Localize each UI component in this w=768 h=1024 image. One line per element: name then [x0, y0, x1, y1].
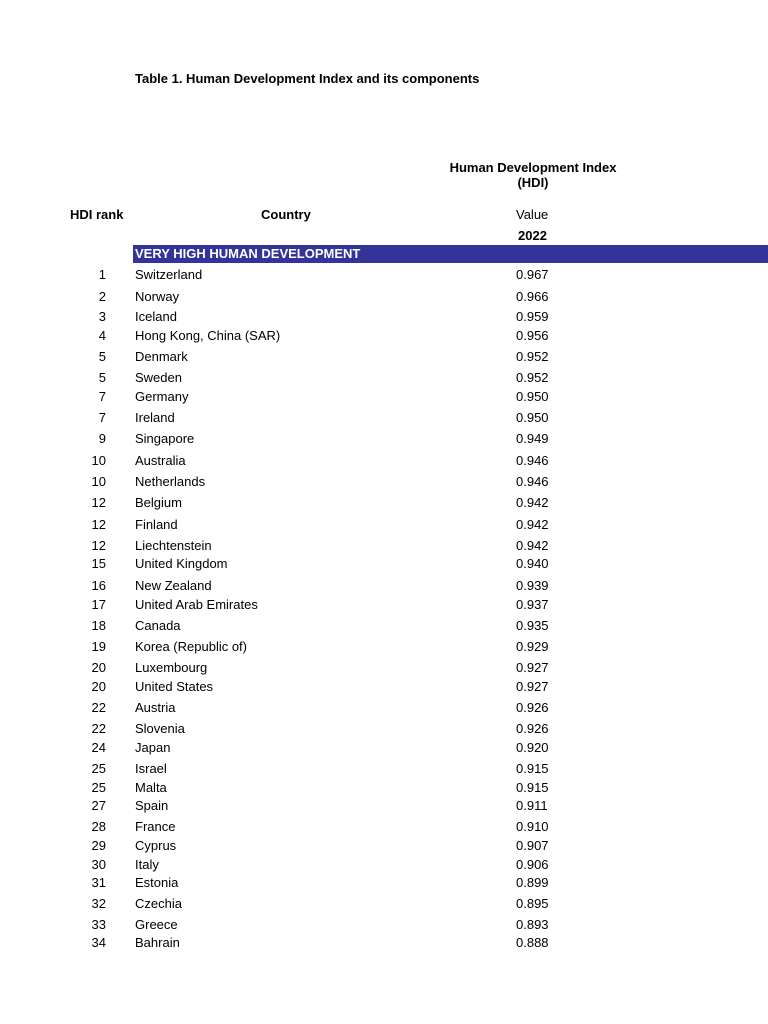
country-cell: Spain: [135, 798, 169, 813]
country-cell: Malta: [135, 780, 167, 795]
table-row: [0, 875, 768, 891]
rank-cell: 18: [91, 618, 106, 633]
country-cell: Hong Kong, China (SAR): [135, 328, 281, 343]
country-cell: Japan: [135, 740, 171, 755]
table-row: [0, 495, 768, 511]
table-row: [0, 618, 768, 634]
country-cell: United Kingdom: [135, 556, 228, 571]
country-cell: Germany: [135, 389, 189, 404]
country-cell: Finland: [135, 517, 178, 532]
value-cell: 0.966: [516, 289, 549, 304]
rank-cell: 12: [91, 538, 106, 553]
value-cell: 0.935: [516, 618, 549, 633]
rank-cell: 19: [91, 639, 106, 654]
value-cell: 0.940: [516, 556, 549, 571]
country-cell: Sweden: [135, 370, 182, 385]
table-row: [0, 740, 768, 756]
rank-cell: 10: [91, 453, 106, 468]
country-cell: Australia: [135, 453, 186, 468]
country-cell: United Arab Emirates: [135, 597, 258, 612]
rank-cell: 3: [98, 309, 106, 324]
country-cell: Luxembourg: [135, 660, 208, 675]
rank-cell: 22: [91, 721, 106, 736]
rank-cell: 17: [91, 597, 106, 612]
country-cell: Czechia: [135, 896, 182, 911]
country-cell: Switzerland: [135, 267, 203, 282]
rank-cell: 27: [91, 798, 106, 813]
table-row: [0, 780, 768, 796]
value-cell: 0.956: [516, 328, 549, 343]
value-cell: 0.895: [516, 896, 549, 911]
country-cell: Belgium: [135, 495, 182, 510]
country-cell: Greece: [135, 917, 178, 932]
value-cell: 0.899: [516, 875, 549, 890]
value-cell: 0.942: [516, 538, 549, 553]
hdi-column-header: [418, 160, 648, 190]
table-row: [0, 857, 768, 873]
table-title: Table 1. Human Development Index and its components: [135, 71, 480, 86]
rank-cell: 20: [91, 679, 106, 694]
country-cell: Slovenia: [135, 721, 185, 736]
table-row: [0, 267, 768, 283]
value-cell: 0.926: [516, 721, 549, 736]
rank-cell: 20: [91, 660, 106, 675]
table-row: [0, 349, 768, 365]
value-cell: 0.920: [516, 740, 549, 755]
value-cell: 0.907: [516, 838, 549, 853]
table-row: [0, 896, 768, 912]
table-row: [0, 453, 768, 469]
value-cell: 0.967: [516, 267, 549, 282]
rank-cell: 25: [91, 761, 106, 776]
country-cell: Ireland: [135, 410, 175, 425]
table-row: [0, 410, 768, 426]
group-band: VERY HIGH HUMAN DEVELOPMENT: [133, 245, 768, 263]
country-cell: Singapore: [135, 431, 195, 446]
table-row: [0, 474, 768, 490]
rank-cell: 28: [91, 819, 106, 834]
rank-cell: 29: [91, 838, 106, 853]
country-cell: Iceland: [135, 309, 177, 324]
table-row: [0, 838, 768, 854]
country-cell: Bahrain: [135, 935, 180, 950]
value-cell: 0.906: [516, 857, 549, 872]
table-row: [0, 761, 768, 777]
country-cell: Cyprus: [135, 838, 177, 853]
value-cell: 0.911: [516, 798, 548, 813]
table-row: [0, 639, 768, 655]
table-row: [0, 309, 768, 325]
value-cell: 0.952: [516, 349, 549, 364]
rank-cell: 12: [91, 517, 106, 532]
hdi-header-line2: (HDI): [517, 175, 549, 190]
value-cell: 0.927: [516, 660, 549, 675]
rank-cell: 32: [91, 896, 106, 911]
value-cell: 0.952: [516, 370, 549, 385]
value-cell: 0.949: [516, 431, 549, 446]
rank-cell: 16: [91, 578, 106, 593]
country-cell: Canada: [135, 618, 181, 633]
table-row: [0, 679, 768, 695]
value-cell: 0.959: [516, 309, 549, 324]
rank-cell: 2: [98, 289, 106, 304]
rank-cell: 25: [91, 780, 106, 795]
value-cell: 0.950: [516, 389, 549, 404]
table-row: [0, 917, 768, 933]
table-row: [0, 517, 768, 533]
country-column-header: Country: [261, 207, 311, 222]
value-cell: 0.939: [516, 578, 549, 593]
country-cell: Netherlands: [135, 474, 206, 489]
rank-cell: 24: [91, 740, 106, 755]
table-row: [0, 660, 768, 676]
value-cell: 0.888: [516, 935, 549, 950]
country-cell: United States: [135, 679, 214, 694]
country-cell: Korea (Republic of): [135, 639, 247, 654]
country-cell: New Zealand: [135, 578, 212, 593]
value-cell: 0.926: [516, 700, 549, 715]
table-row: [0, 819, 768, 835]
value-cell: 0.929: [516, 639, 549, 654]
rank-cell: 4: [98, 328, 106, 343]
table-row: [0, 538, 768, 554]
country-cell: Israel: [135, 761, 167, 776]
rank-cell: 9: [98, 431, 106, 446]
rank-cell: 7: [98, 410, 106, 425]
rank-cell: 30: [91, 857, 106, 872]
year-column-header: 2022: [518, 228, 547, 243]
value-cell: 0.942: [516, 517, 549, 532]
country-cell: Italy: [135, 857, 159, 872]
rank-cell: 10: [91, 474, 106, 489]
rank-cell: 5: [98, 370, 106, 385]
value-column-header: Value: [516, 207, 549, 222]
table-row: [0, 389, 768, 405]
country-cell: Liechtenstein: [135, 538, 212, 553]
value-cell: 0.950: [516, 410, 549, 425]
value-cell: 0.893: [516, 917, 549, 932]
country-cell: Denmark: [135, 349, 188, 364]
table-row: [0, 700, 768, 716]
value-cell: 0.946: [516, 474, 549, 489]
table-row: [0, 370, 768, 386]
rank-cell: 1: [98, 267, 106, 282]
hdi-header-line1: Human Development Index: [449, 160, 617, 175]
country-cell: France: [135, 819, 176, 834]
country-cell: Austria: [135, 700, 176, 715]
country-cell: Norway: [135, 289, 180, 304]
value-cell: 0.946: [516, 453, 549, 468]
value-cell: 0.910: [516, 819, 549, 834]
table-row: [0, 935, 768, 951]
table-row: [0, 328, 768, 344]
country-cell: Estonia: [135, 875, 179, 890]
rank-cell: 31: [91, 875, 106, 890]
rank-cell: 22: [91, 700, 106, 715]
value-cell: 0.937: [516, 597, 549, 612]
rank-cell: 12: [91, 495, 106, 510]
table-row: [0, 798, 768, 814]
rank-cell: 15: [91, 556, 106, 571]
table-row: [0, 431, 768, 447]
rank-cell: 7: [98, 389, 106, 404]
value-cell: 0.915: [516, 761, 549, 776]
rank-cell: 5: [98, 349, 106, 364]
value-cell: 0.915: [516, 780, 549, 795]
table-row: [0, 578, 768, 594]
value-cell: 0.927: [516, 679, 549, 694]
rank-cell: 34: [91, 935, 106, 950]
table-row: [0, 556, 768, 572]
table-row: [0, 597, 768, 613]
value-cell: 0.942: [516, 495, 549, 510]
table-row: [0, 289, 768, 305]
table-row: [0, 721, 768, 737]
rank-cell: 33: [91, 917, 106, 932]
rank-column-header: HDI rank: [70, 207, 124, 222]
